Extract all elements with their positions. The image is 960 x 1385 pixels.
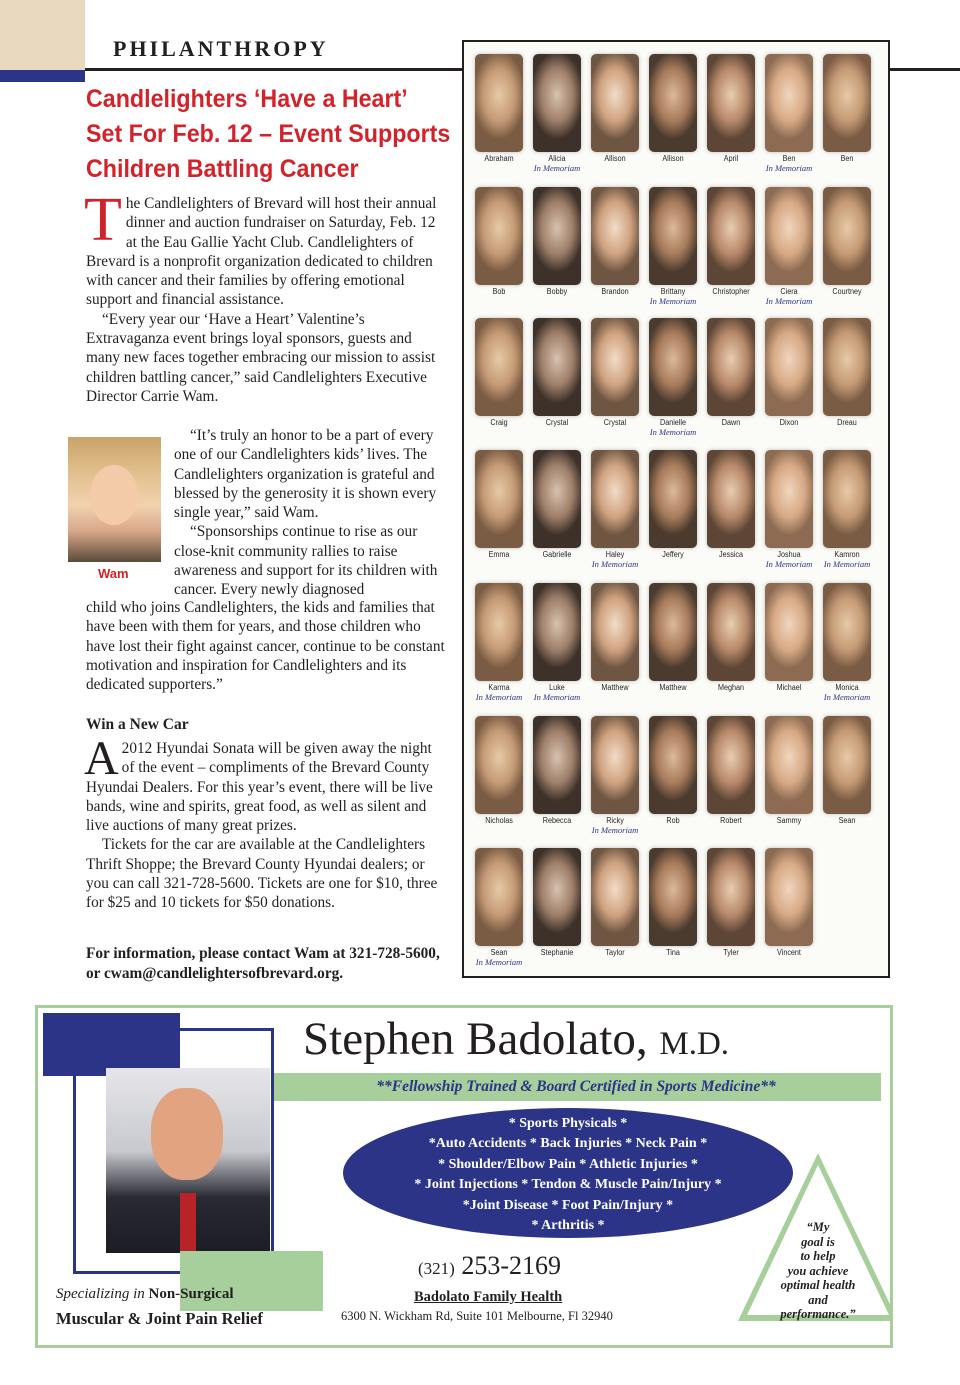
child-name: Ciera: [780, 287, 798, 296]
service-line: *Joint Disease * Foot Pain/Injury *: [462, 1197, 674, 1213]
child-name: Michael: [776, 683, 802, 692]
child-photo: [475, 187, 523, 285]
child-photo-card: [765, 318, 813, 427]
child-photo-card: [765, 450, 813, 569]
child-photo: [765, 716, 813, 814]
specializing-line: Specializing in Non-Surgical: [56, 1286, 234, 1302]
child-name: Luke: [549, 683, 565, 692]
child-name: Ben: [782, 154, 796, 163]
in-memoriam-label: In Memoriam: [533, 163, 581, 173]
child-name: Dixon: [779, 418, 799, 427]
child-name: Jeffery: [662, 550, 684, 559]
in-memoriam-label: In Memoriam: [533, 692, 581, 702]
child-name: Craig: [490, 418, 508, 427]
in-memoriam-label: In Memoriam: [765, 559, 813, 569]
child-name: Brandon: [601, 287, 629, 296]
corner-tab: [0, 0, 85, 70]
child-photo-card: [649, 187, 697, 306]
phone-number: (321) 253-2169: [418, 1251, 561, 1280]
child-name: Tina: [666, 948, 680, 957]
fellowship-line: **Fellowship Trained & Board Certified in Sports Medicine**: [376, 1078, 776, 1095]
child-photo-card: [591, 318, 639, 427]
paragraph-4a: “Sponsorships continue to rise as our close-knit community rallies to raise awareness and support for its children with cancer. Every newly diagnosed: [174, 523, 438, 599]
child-photo: [707, 583, 755, 681]
child-photo: [649, 848, 697, 946]
child-name: Joshua: [777, 550, 801, 559]
child-photo-card: [707, 848, 755, 957]
child-photo: [707, 848, 755, 946]
paragraph-2: “Every year our ‘Have a Heart’ Valentine’s Extravaganza event brings loyal sponsors, guests and many new faces together embracing our mission to assist children battling cancer,” said Candlelighters Executive Director Carrie Wam.: [86, 310, 436, 405]
child-photo-card: [649, 450, 697, 559]
child-name: Crystal: [545, 418, 569, 427]
child-name: Alicia: [548, 154, 566, 163]
child-name: Gabrielle: [542, 550, 572, 559]
services-oval: [343, 1108, 793, 1238]
in-memoriam-label: In Memoriam: [649, 427, 697, 437]
child-name: Vincent: [777, 948, 801, 957]
in-memoriam-label: In Memoriam: [475, 957, 523, 967]
child-photo-card: [649, 583, 697, 692]
child-photo-card: [649, 318, 697, 437]
child-photo-card: [533, 318, 581, 427]
photo-caption: Wam: [98, 566, 129, 581]
child-name: Danielle: [659, 418, 687, 427]
child-photo-card: [475, 848, 523, 967]
child-photo: [649, 450, 697, 548]
child-name: Bobby: [546, 287, 568, 296]
child-photo: [707, 318, 755, 416]
contact-info: For information, please contact Wam at 321-728-5600, or cwam@candlelightersofbrevard.org.: [86, 945, 440, 982]
child-name: Dreau: [837, 418, 857, 427]
child-photo-card: [533, 54, 581, 173]
child-name: Rebecca: [542, 816, 572, 825]
child-photo-card: [707, 54, 755, 163]
child-photo-card: [533, 716, 581, 825]
child-photo: [649, 54, 697, 152]
child-photo: [707, 187, 755, 285]
child-photo: [765, 583, 813, 681]
child-photo: [765, 848, 813, 946]
service-line: * Arthritis *: [531, 1218, 605, 1234]
child-photo: [533, 187, 581, 285]
child-photo-card: [475, 450, 523, 559]
in-memoriam-label: In Memoriam: [475, 692, 523, 702]
child-name: Christopher: [712, 287, 750, 296]
child-photo-card: [475, 318, 523, 427]
in-memoriam-label: In Memoriam: [649, 296, 697, 306]
section-label: PHILANTHROPY: [113, 36, 329, 61]
child-name: Kamron: [834, 550, 860, 559]
child-photo: [823, 318, 871, 416]
article-intro: [84, 186, 446, 406]
doctor-name: Stephen Badolato, M.D.: [303, 1013, 730, 1065]
service-line: *Auto Accidents * Back Injuries * Neck Pain *: [428, 1136, 708, 1152]
article-quote-column: [174, 426, 446, 600]
child-name: Sammy: [776, 816, 802, 825]
child-name: Nicholas: [485, 816, 513, 825]
child-name: Matthew: [601, 683, 629, 692]
specializing-line-2: Muscular & Joint Pain Relief: [56, 1309, 263, 1328]
child-photo-card: [707, 716, 755, 825]
child-photo-card: [591, 848, 639, 957]
child-name: April: [723, 154, 739, 163]
child-photo: [475, 583, 523, 681]
child-name: Emma: [488, 550, 510, 559]
goal-quote: “My goal is to help you achieve optimal health and performance.”: [780, 1220, 856, 1321]
child-name: Taylor: [605, 948, 625, 957]
child-photo: [591, 54, 639, 152]
wam-photo: [68, 437, 161, 562]
child-photo-card: [533, 583, 581, 702]
child-photo: [707, 716, 755, 814]
child-photo-card: [823, 716, 871, 825]
child-name: Sean: [838, 816, 856, 825]
child-name: Robert: [720, 816, 742, 825]
clinic-name: Badolato Family Health: [414, 1289, 563, 1305]
in-memoriam-label: In Memoriam: [591, 559, 639, 569]
child-photo: [765, 450, 813, 548]
car-paragraph-1: 2012 Hyundai Sonata will be given away the night of the event – compliments of the Brevard County Hyundai Dealers. For this year’s event, there will be live bands, wine and spirits, great food, as well as silent and live auctions of many great prizes.: [86, 740, 433, 835]
child-photo: [823, 187, 871, 285]
child-photo-card: [649, 848, 697, 957]
child-photo-card: [475, 187, 523, 296]
child-photo: [707, 54, 755, 152]
child-photo-card: [475, 583, 523, 702]
child-name: Stephanie: [540, 948, 574, 957]
in-memoriam-label: In Memoriam: [765, 296, 813, 306]
child-photo: [475, 450, 523, 548]
child-name: Bob: [492, 287, 506, 296]
child-photo: [591, 450, 639, 548]
corner-bar: [0, 70, 85, 82]
child-photo: [591, 583, 639, 681]
child-photo-card: [823, 583, 871, 702]
child-name: Ben: [840, 154, 854, 163]
car-section: [84, 732, 446, 913]
child-name: Ricky: [606, 816, 624, 825]
child-name: Courtney: [832, 287, 862, 296]
child-name: Meghan: [717, 683, 745, 692]
child-photo: [591, 848, 639, 946]
child-photo-card: [649, 54, 697, 163]
child-photo-card: [765, 716, 813, 825]
child-photo: [533, 54, 581, 152]
child-photo: [823, 716, 871, 814]
child-photo-card: [649, 716, 697, 825]
drop-cap-a: A: [84, 732, 119, 785]
paragraph-3: “It’s truly an honor to be a part of every one of our Candlelighters kids’ lives. The Candlelighters organization is grateful and blessed by the generosity it is shown every single year,” said Wam.: [174, 427, 437, 522]
drop-cap: T: [84, 186, 122, 254]
child-photo-card: [765, 583, 813, 692]
child-name: Monica: [835, 683, 859, 692]
child-name: Haley: [605, 550, 625, 559]
child-photo-card: [591, 187, 639, 296]
child-photo: [649, 318, 697, 416]
child-name: Tyler: [723, 948, 739, 957]
doctor-photo: [106, 1068, 270, 1253]
child-photo: [533, 716, 581, 814]
service-line: * Shoulder/Elbow Pain * Athletic Injuries *: [438, 1156, 698, 1172]
child-name: Rob: [666, 816, 680, 825]
child-photo-card: [533, 187, 581, 296]
child-photo-card: [591, 450, 639, 569]
child-photo: [823, 583, 871, 681]
child-name: Jessica: [718, 550, 744, 559]
child-photo: [765, 187, 813, 285]
child-photo: [591, 318, 639, 416]
car-paragraph-2: Tickets for the car are available at the Candlelighters Thrift Shoppe; the Brevard County Hyundai dealers; or you can call 321-728-5600. Tickets are one for $10, three for $25 and 10 tickets for $50 donations.: [86, 836, 438, 912]
child-photo-card: [765, 848, 813, 957]
child-photo: [533, 318, 581, 416]
in-memoriam-label: In Memoriam: [591, 825, 639, 835]
headline-line-1: Candlelighters ‘Have a Heart’: [86, 85, 408, 113]
in-memoriam-label: In Memoriam: [765, 163, 813, 173]
child-photo: [649, 716, 697, 814]
child-photo-card: [591, 583, 639, 692]
child-photo: [591, 187, 639, 285]
child-name: Brittany: [660, 287, 686, 296]
child-photo-card: [707, 450, 755, 559]
child-photo-card: [707, 187, 755, 296]
child-photo-card: [591, 716, 639, 835]
child-name: Karma: [488, 683, 510, 692]
child-name: Sean: [490, 948, 508, 957]
child-name: Matthew: [659, 683, 687, 692]
service-line: * Sports Physicals *: [508, 1116, 628, 1131]
child-photo-card: [707, 318, 755, 427]
child-name: Crystal: [603, 418, 627, 427]
child-name: Dawn: [721, 418, 741, 427]
child-photo: [533, 848, 581, 946]
in-memoriam-label: In Memoriam: [823, 559, 871, 569]
child-photo: [765, 318, 813, 416]
children-photo-grid: [462, 40, 890, 978]
child-photo: [649, 583, 697, 681]
child-photo-card: [591, 54, 639, 163]
child-photo: [765, 54, 813, 152]
child-photo-card: [475, 716, 523, 825]
child-photo-card: [475, 54, 523, 163]
headline-line-3: Children Battling Cancer: [86, 155, 359, 183]
child-photo: [475, 54, 523, 152]
child-photo: [591, 716, 639, 814]
child-photo: [475, 848, 523, 946]
child-photo: [649, 187, 697, 285]
advertisement: [35, 1005, 893, 1348]
headline-line-2: Set For Feb. 12 – Event Supports: [86, 120, 451, 148]
paragraph-4b: child who joins Candlelighters, the kids and families that have been with them for years, and those children who have lost their fight against cancer, continue to be constant motivation and inspiration for Candlelighters and its dedicated supporters.”: [86, 599, 445, 694]
child-photo-card: [823, 54, 871, 163]
subhead-win-car: Win a New Car: [86, 716, 189, 733]
child-photo: [823, 54, 871, 152]
child-photo-card: [707, 583, 755, 692]
child-name: Allison: [604, 154, 626, 163]
service-line: * Joint Injections * Tendon & Muscle Pain/Injury *: [414, 1177, 722, 1193]
child-photo: [475, 318, 523, 416]
child-photo-card: [823, 318, 871, 427]
child-photo: [823, 450, 871, 548]
child-photo-card: [533, 450, 581, 559]
article-headline: [86, 82, 451, 187]
child-name: Allison: [662, 154, 684, 163]
child-photo-card: [823, 450, 871, 569]
child-photo: [707, 450, 755, 548]
child-photo: [533, 583, 581, 681]
child-photo-card: [765, 54, 813, 173]
child-photo: [533, 450, 581, 548]
child-photo: [475, 716, 523, 814]
paragraph-1: he Candlelighters of Brevard will host their annual dinner and auction fundraiser on Saturday, Feb. 12 at the Eau Gallie Yacht Club. Candlelighters of Brevard is a nonprofit organization dedicated to children with cancer and their families by offering emotional support and financial assistance.: [86, 195, 437, 309]
clinic-address: 6300 N. Wickham Rd, Suite 101 Melbourne, Fl 32940: [341, 1309, 613, 1323]
child-photo-card: [765, 187, 813, 306]
in-memoriam-label: In Memoriam: [823, 692, 871, 702]
child-photo-card: [533, 848, 581, 957]
child-photo-card: [823, 187, 871, 296]
child-name: Abraham: [484, 154, 514, 163]
